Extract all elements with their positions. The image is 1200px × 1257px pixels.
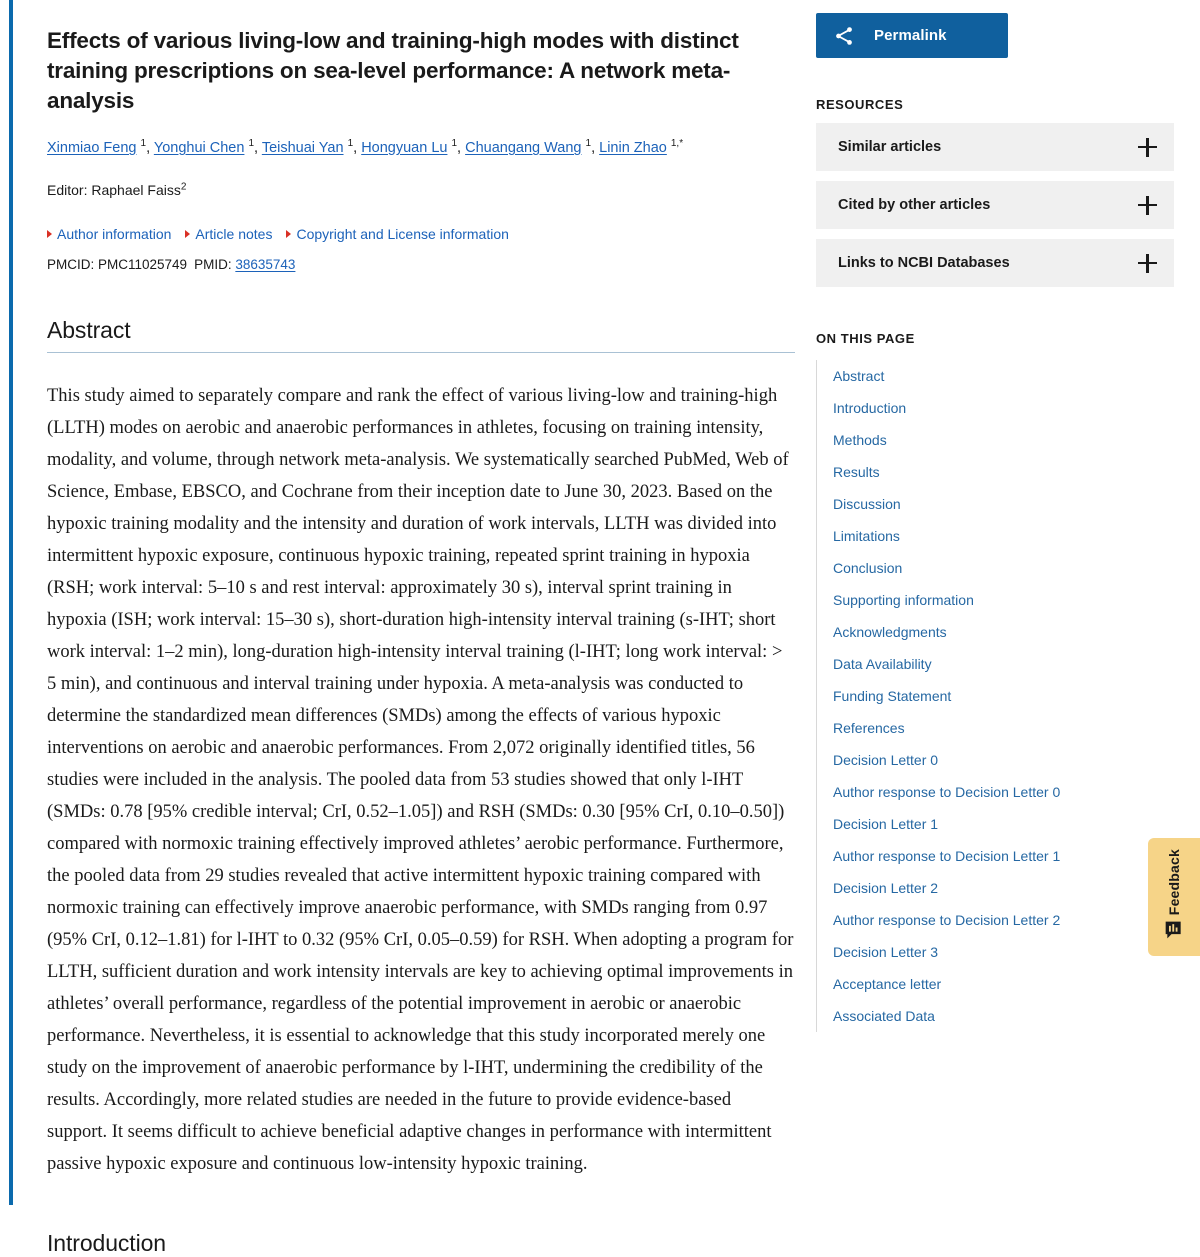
author-information-link[interactable] (47, 225, 171, 243)
abstract-text: This study aimed to separately compare and rank the effect of various living-low and training-high (LLTH) modes on aerobic and anaerobic performances in athletes, focusing on training intensity, modality, and volume, through network meta-analysis. We systematically searched PubMed, Web of Science, Embase, EBSCO, and Cochrane from their inception date to June 30, 2023. Based on the hypoxic training modality and the intensity and duration of work intervals, LLTH was divided into intermittent hypoxic exposure, continuous hypoxic training, repeated sprint training in hypoxia (RSH; work interval: 5–10 s and rest interval: approximately 30 s), interval sprint training in hypoxia (ISH; work interval: 15–30 s), short-duration high-intensity interval training (s-IHT; short work interval: 1–2 min), long-duration high-intensity interval training (l-IHT; long work interval: > 5 min), and continuous and interval training under hypoxia. A meta-analysis was conducted to determine the standardized mean differences (SMDs) among the effects of various hypoxic interventions on aerobic and anaerobic performances. From 2,072 originally identified titles, 56 studies were included in the analysis. The pooled data from 53 studies showed that only l-IHT (SMDs: 0.78 [95% credible interval; CrI, 0.52–1.05]) and RSH (SMDs: 0.30 [95% CrI, 0.10–0.50]) compared with normoxic training effectively improved athletes’ aerobic performance. Furthermore, the pooled data from 29 studies revealed that active intermittent hypoxic training compared with normoxic training can effectively improve anaerobic performance, with SMDs ranging from 0.97 (95% CrI, 0.12–1.81) for l-IHT to 0.32 (95% CrI, 0.05–0.59) for RSH. When adopting a program for LLTH, sufficient duration and work intensity intervals are key to achieving optimal improvements in athletes’ overall performance, regardless of the potential improvement in aerobic or anaerobic performance. Nevertheless, it is essential to acknowledge that this study incorporated merely one study on the improvement of anaerobic performance by l-IHT, undermining the credibility of the results. Accordingly, more related studies are needed in the future to provide evidence-based support. It seems difficult to achieve beneficial adaptive changes in performance with intermittent passive hypoxic exposure and continuous low-intensity hypoxic training. (47, 386, 794, 1174)
editor-line (47, 181, 795, 199)
abstract-heading: Abstract (47, 317, 795, 353)
nav-item-discussion[interactable]: Discussion (833, 495, 901, 512)
nav-item-conclusion[interactable]: Conclusion (833, 559, 903, 576)
author-separator: , (254, 140, 262, 156)
plus-icon[interactable] (1138, 196, 1157, 215)
author-entry (361, 140, 457, 156)
nav-item-acceptance-letter[interactable]: Acceptance letter (833, 975, 942, 992)
resource-label: Cited by other articles (838, 197, 991, 213)
author-entry (47, 140, 146, 156)
resource-label: Similar articles (838, 139, 942, 155)
author-link[interactable]: Hongyuan Lu (361, 140, 448, 156)
left-accent-rail (9, 0, 13, 1205)
copyright-license-link[interactable] (286, 225, 508, 243)
article-main-column (47, 0, 795, 1257)
feedback-chart-icon (1164, 920, 1184, 945)
author-affiliation: 1 (140, 138, 147, 150)
nav-item-funding-statement[interactable]: Funding Statement (833, 687, 952, 704)
editor-label: Editor: Raphael Faiss (47, 182, 181, 198)
author-link[interactable]: Linin Zhao (599, 140, 667, 156)
resource-row-similar-articles[interactable] (816, 123, 1174, 171)
nav-item-decision-letter-3[interactable]: Decision Letter 3 (833, 943, 939, 960)
page-title: Effects of various living-low and training-high modes with distinct training prescriptions on sea-level performance: A network meta-analysis (47, 28, 739, 113)
pmid-label: PMID: (194, 257, 232, 272)
article-identifiers (47, 256, 795, 274)
author-entry (154, 140, 254, 156)
author-separator: , (457, 140, 466, 156)
introduction-heading: Introduction (47, 1230, 166, 1256)
plus-icon[interactable] (1138, 138, 1157, 157)
article-meta-links (47, 225, 795, 243)
nav-item-author-response-1[interactable]: Author response to Decision Letter 1 (833, 847, 1061, 864)
author-entry (599, 140, 683, 156)
permalink-label: Permalink (874, 27, 947, 44)
nav-item-limitations[interactable]: Limitations (833, 527, 900, 544)
resource-row-cited-by-other-articles[interactable] (816, 181, 1174, 229)
author-information-label: Author information (57, 226, 172, 242)
nav-item-author-response-2[interactable]: Author response to Decision Letter 2 (833, 911, 1061, 928)
feedback-label: Feedback (1166, 848, 1182, 916)
author-separator: , (591, 140, 600, 156)
nav-item-decision-letter-1[interactable]: Decision Letter 1 (833, 815, 939, 832)
editor-affiliation: 2 (180, 181, 187, 193)
triangle-right-icon (47, 230, 52, 238)
share-icon (824, 25, 864, 47)
resources-accordion (816, 123, 1174, 287)
plus-icon[interactable] (1138, 254, 1157, 273)
resource-row-links-to-ncbi-databases[interactable] (816, 239, 1174, 287)
author-affiliation: 1 (451, 138, 458, 150)
pmcid-value: PMCID: PMC11025749 (47, 257, 188, 272)
author-link[interactable]: Chuangang Wang (465, 140, 582, 156)
nav-item-decision-letter-0[interactable]: Decision Letter 0 (833, 751, 939, 768)
article-notes-link[interactable] (185, 225, 272, 243)
resources-title: RESOURCES (816, 97, 904, 112)
nav-item-results[interactable]: Results (833, 463, 880, 480)
author-affiliation: 1 (585, 138, 592, 150)
article-notes-label: Article notes (195, 226, 273, 242)
on-this-page-title: ON THIS PAGE (816, 331, 915, 346)
copyright-license-label: Copyright and License information (296, 226, 509, 242)
author-list (47, 138, 795, 158)
author-affiliation: 1,* (670, 138, 684, 150)
resource-label: Links to NCBI Databases (838, 255, 1010, 271)
author-separator: , (146, 140, 154, 156)
author-link[interactable]: Xinmiao Feng (47, 140, 137, 156)
author-affiliation: 1 (248, 138, 255, 150)
triangle-right-icon (185, 230, 190, 238)
author-entry (465, 140, 591, 156)
on-this-page-nav (816, 360, 1176, 1032)
author-link[interactable]: Teishuai Yan (261, 140, 344, 156)
triangle-right-icon (286, 230, 291, 238)
nav-item-acknowledgments[interactable]: Acknowledgments (833, 623, 947, 640)
nav-item-associated-data[interactable]: Associated Data (833, 1007, 935, 1024)
author-link[interactable]: Yonghui Chen (153, 140, 245, 156)
author-entry (262, 140, 353, 156)
pmid-link[interactable]: 38635743 (235, 257, 296, 272)
nav-item-decision-letter-2[interactable]: Decision Letter 2 (833, 879, 939, 896)
nav-item-methods[interactable]: Methods (833, 431, 887, 448)
nav-item-references[interactable]: References (833, 719, 905, 736)
nav-item-introduction[interactable]: Introduction (833, 399, 907, 416)
nav-item-data-availability[interactable]: Data Availability (833, 655, 932, 672)
permalink-button[interactable] (816, 13, 1008, 58)
article-sidebar (816, 0, 1176, 1032)
feedback-tab[interactable] (1148, 838, 1200, 956)
author-separator: , (353, 140, 362, 156)
nav-item-supporting-information[interactable]: Supporting information (833, 591, 974, 608)
nav-item-author-response-0[interactable]: Author response to Decision Letter 0 (833, 783, 1061, 800)
author-affiliation: 1 (347, 138, 354, 150)
nav-item-abstract[interactable]: Abstract (833, 367, 885, 384)
